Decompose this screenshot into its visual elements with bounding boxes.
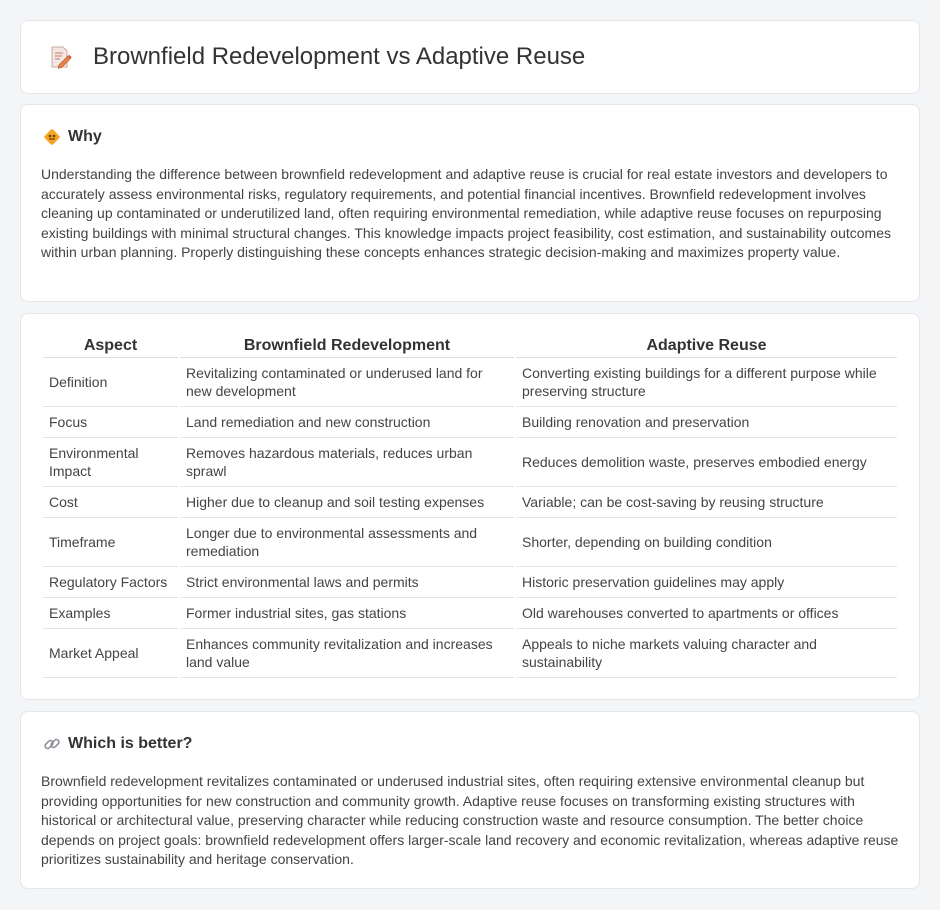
cell-brownfield: Enhances community revitalization and increases land value <box>180 629 514 678</box>
table-row <box>43 567 897 598</box>
cell-brownfield: Land remediation and new construction <box>180 407 514 438</box>
header-aspect: Aspect <box>43 336 178 358</box>
why-text: Understanding the difference between brownfield redevelopment and adaptive reuse is crucial for real estate investors and developers to accurately assess environmental risks, regulatory requirements, and potential financial incentives. Brownfield redevelopment involves cleaning up contaminated or underutilized land, often requiring environmental remediation, while adaptive reuse focuses on repurposing existing buildings with minimal structural changes. This knowledge impacts project feasibility, cost estimation, and sustainability outcomes within urban planning. Properly distinguishing these concepts enhances strategic decision-making and maximizes property value. <box>41 166 891 260</box>
cell-brownfield: Former industrial sites, gas stations <box>180 598 514 629</box>
table-row <box>43 487 897 518</box>
cell-aspect: Focus <box>43 407 178 438</box>
table-row <box>43 629 897 678</box>
which-better-text: Brownfield redevelopment revitalizes contaminated or underused industrial sites, often requiring extensive environmental cleanup but providing opportunities for new construction and community growth. Adaptive reuse focuses on transforming existing structures with historical or architectural value, preserving character while reducing construction waste and resource consumption. The better choice depends on project goals: brownfield redevelopment offers larger-scale land recovery and economic revitalization, whereas adaptive reuse prioritizes sustainability and heritage conservation. <box>41 773 899 867</box>
table-row <box>43 518 897 567</box>
header-brownfield: Brownfield Redevelopment <box>180 336 514 358</box>
diamond-sign-icon <box>43 128 61 146</box>
cell-aspect: Regulatory Factors <box>43 567 178 598</box>
cell-brownfield: Longer due to environmental assessments and remediation <box>180 518 514 567</box>
comparison-table <box>41 336 899 678</box>
table-row <box>43 407 897 438</box>
cell-brownfield: Higher due to cleanup and soil testing expenses <box>180 487 514 518</box>
which-better-heading: Which is better? <box>68 735 193 752</box>
cell-aspect: Environmental Impact <box>43 438 178 487</box>
cell-brownfield: Strict environmental laws and permits <box>180 567 514 598</box>
header-adaptive: Adaptive Reuse <box>516 336 897 358</box>
cell-adaptive: Shorter, depending on building condition <box>516 518 897 567</box>
table-row <box>43 438 897 487</box>
table-row <box>43 598 897 629</box>
cell-brownfield: Removes hazardous materials, reduces urban sprawl <box>180 438 514 487</box>
comparison-section <box>20 313 920 700</box>
cell-adaptive: Old warehouses converted to apartments or offices <box>516 598 897 629</box>
cell-aspect: Examples <box>43 598 178 629</box>
cell-adaptive: Building renovation and preservation <box>516 407 897 438</box>
title-card <box>20 20 920 94</box>
cell-adaptive: Appeals to niche markets valuing character and sustainability <box>516 629 897 678</box>
table-row <box>43 358 897 407</box>
cell-brownfield: Revitalizing contaminated or underused land for new development <box>180 358 514 407</box>
why-section <box>20 104 920 302</box>
table-header-row <box>43 336 897 358</box>
cell-adaptive: Variable; can be cost-saving by reusing structure <box>516 487 897 518</box>
cell-aspect: Market Appeal <box>43 629 178 678</box>
cell-adaptive: Reduces demolition waste, preserves embodied energy <box>516 438 897 487</box>
why-heading: Why <box>68 128 102 145</box>
page-title: Brownfield Redevelopment vs Adaptive Reuse <box>93 43 586 70</box>
cell-adaptive: Converting existing buildings for a different purpose while preserving structure <box>516 358 897 407</box>
cell-adaptive: Historic preservation guidelines may apply <box>516 567 897 598</box>
cell-aspect: Timeframe <box>43 518 178 567</box>
cell-aspect: Definition <box>43 358 178 407</box>
document-pencil-icon <box>47 44 73 70</box>
link-icon <box>43 735 61 753</box>
cell-aspect: Cost <box>43 487 178 518</box>
which-better-section <box>20 711 920 889</box>
